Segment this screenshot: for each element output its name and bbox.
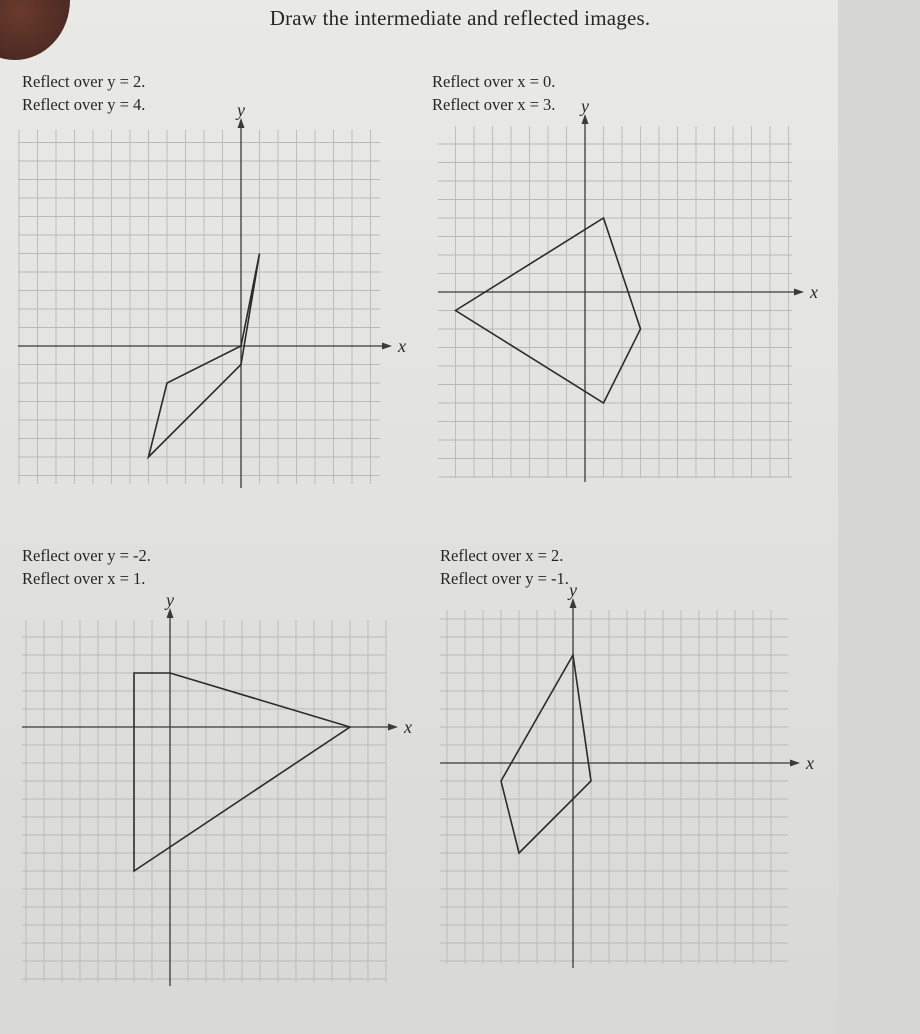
grid-lines (18, 130, 380, 484)
x-axis-arrow-icon (790, 760, 800, 767)
x-axis-arrow-icon (382, 343, 392, 350)
x-axis-label: x (806, 753, 814, 773)
problem-2-step-2: Reflect over x = 3. (432, 95, 556, 114)
x-axis-arrow-icon (794, 289, 804, 296)
x-axis-arrow-icon (388, 724, 398, 731)
problem-3-coordinate-grid (0, 590, 420, 1010)
problem-1-step-1: Reflect over y = 2. (22, 72, 146, 91)
problem-1-step-2: Reflect over y = 4. (22, 95, 146, 114)
problem-3-step-2: Reflect over x = 1. (22, 569, 146, 588)
grid-lines (440, 610, 788, 964)
x-axis-label: x (404, 717, 412, 737)
grid-lines (22, 620, 386, 982)
y-axis-label: y (581, 96, 589, 116)
problem-2-step-1: Reflect over x = 0. (432, 72, 556, 91)
problem-4-step-2: Reflect over y = -1. (440, 569, 569, 588)
problem-4-instructions (440, 545, 569, 591)
x-axis-label: x (810, 282, 818, 302)
y-axis-label: y (569, 580, 577, 600)
problem-3-instructions (22, 545, 151, 591)
grid-lines (438, 126, 792, 478)
problem-4-coordinate-grid (420, 580, 838, 988)
worksheet-title: Draw the intermediate and reflected images. (269, 6, 651, 30)
y-axis-label: y (237, 100, 245, 120)
y-axis-label: y (166, 590, 174, 610)
problem-3-step-1: Reflect over y = -2. (22, 546, 151, 565)
pre-image-polygon (501, 655, 591, 853)
x-axis-label: x (398, 336, 406, 356)
problem-4-step-1: Reflect over x = 2. (440, 546, 564, 565)
